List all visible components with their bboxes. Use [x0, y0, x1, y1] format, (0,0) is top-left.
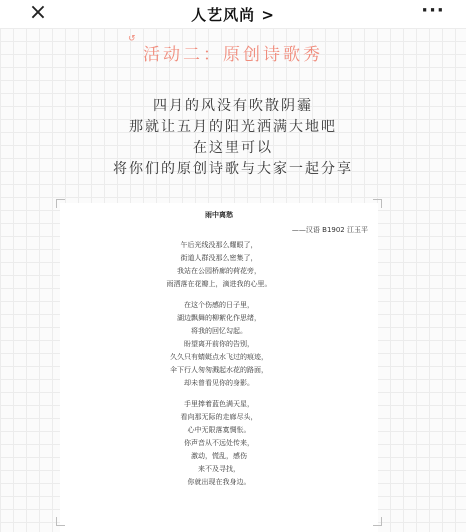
decoration-icon: ↺ — [128, 34, 136, 44]
activity-heading: 活动二：原创诗歌秀 — [143, 45, 323, 65]
crop-mark — [373, 199, 382, 208]
poem-line: 久久只有蜻蜓点水飞过的痕迹， — [170, 353, 268, 361]
poem-card — [60, 203, 378, 532]
poem-line: 手里捧着蓝色满天星， — [184, 400, 254, 408]
poem-line: 我站在公园桥廊的荷花旁， — [177, 267, 261, 275]
poem-line: 看向那无际的走廊尽头， — [180, 413, 258, 421]
intro-text — [0, 96, 466, 180]
poem-line: 盼望离开前你的告别， — [184, 340, 254, 348]
poem-line: 你声音从不远处传来， — [184, 439, 254, 447]
poem-stanza — [60, 299, 378, 390]
close-icon[interactable]: × — [28, 0, 48, 25]
poem-line: 却未曾看见你的身影。 — [184, 379, 254, 387]
poem-line: 街道人群没那么密集了， — [180, 254, 258, 262]
intro-line: 那就让五月的阳光洒满大地吧 — [129, 119, 337, 135]
poem-line: 湖边飘舞的柳絮化作思绪， — [177, 314, 261, 322]
poem-stanza — [60, 239, 378, 291]
poem-line: 将我的回忆勾起。 — [191, 327, 247, 335]
poem-line: 你就出现在我身边。 — [187, 478, 251, 486]
poem-line: 来不及寻找， — [198, 465, 240, 473]
crop-mark — [373, 517, 382, 526]
intro-line: 四月的风没有吹散阴霾 — [153, 98, 313, 114]
poem-line: 激动，慌乱，感伤 — [191, 452, 247, 460]
more-options-icon[interactable]: ··· — [421, 0, 445, 21]
poem-author: ——汉语 B1902 江玉平 — [291, 226, 368, 234]
poem-stanza — [60, 398, 378, 489]
intro-line: 将你们的原创诗歌与大家一起分享 — [113, 161, 353, 177]
poem-line: 雨洒落在花瓣上，滴进我的心里。 — [166, 280, 272, 288]
account-title-link[interactable]: 人艺风尚 > — [191, 6, 275, 24]
poem-line: 心中无限落寞惆怅。 — [187, 426, 251, 434]
poem-body — [60, 239, 378, 497]
crop-mark — [56, 517, 65, 526]
intro-line: 在这里可以 — [193, 140, 273, 156]
poem-title: 雨中离愁 — [205, 211, 233, 219]
poem-line: 午后光线没那么耀眼了， — [180, 241, 258, 249]
crop-mark — [56, 199, 65, 208]
poem-line: 伞下行人匆匆溅起水花的路面， — [170, 366, 268, 374]
poem-line: 在这个伤感的日子里， — [184, 301, 254, 309]
top-bar — [0, 0, 466, 28]
